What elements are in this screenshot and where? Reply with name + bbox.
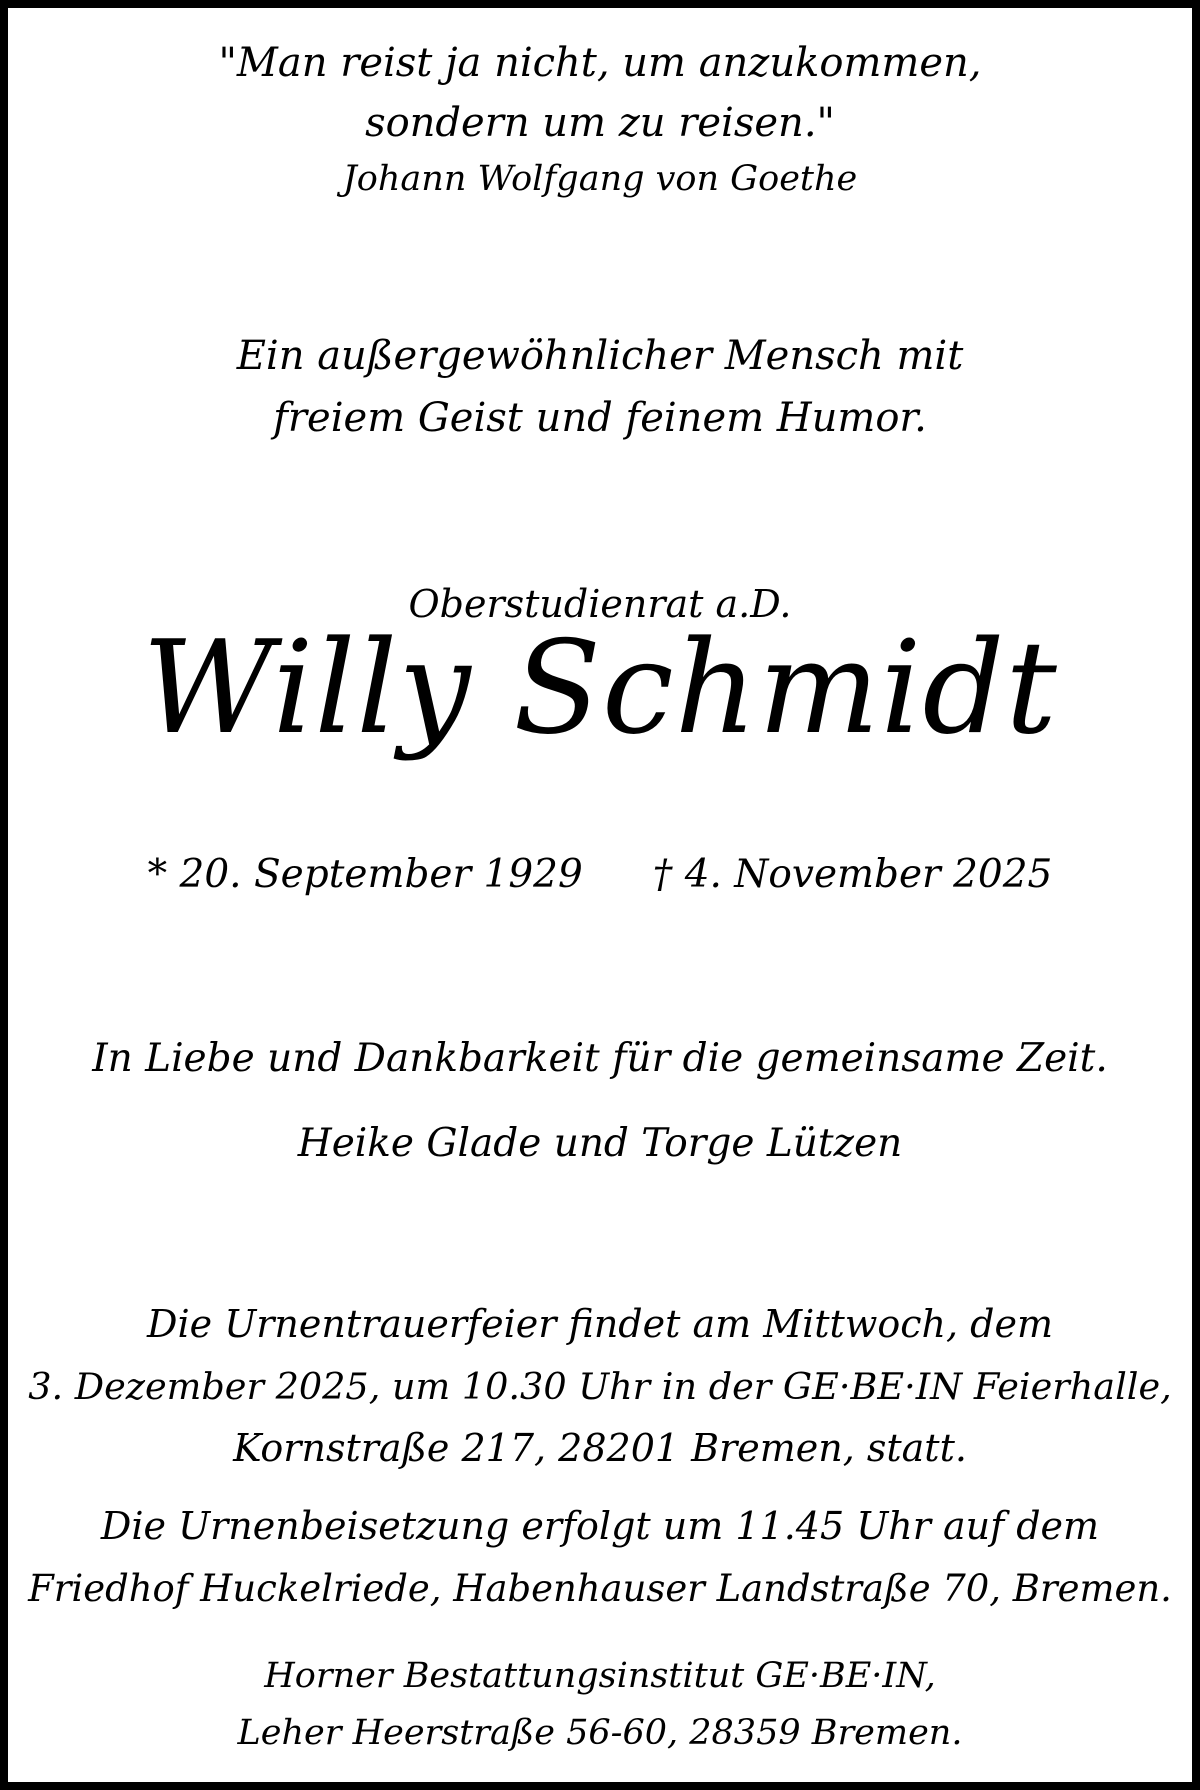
mourners-names: Heike Glade und Torge Lützen — [297, 1120, 903, 1166]
thanks-line: In Liebe und Dankbarkeit für die gemeinsame Zeit. — [92, 1035, 1108, 1081]
ceremony-line-3: Kornstraße 217, 28201 Bremen, statt. — [233, 1426, 967, 1470]
tribute-line-1: Ein außergewöhnlicher Mensch mit — [236, 333, 964, 379]
ceremony-line-1: Die Urnentrauerfeier findet am Mittwoch, dem — [147, 1302, 1053, 1346]
quote-author: Johann Wolfgang von Goethe — [342, 159, 858, 199]
death-date: † 4. November 2025 — [652, 851, 1053, 897]
ceremony-line-2: 3. Dezember 2025, um 10.30 Uhr in der GE·BE·IN Feierhalle, — [28, 1364, 1172, 1408]
deceased-name: Willy Schmidt — [142, 613, 1058, 763]
burial-line-2: Friedhof Huckelriede, Habenhauser Landstraße 70, Bremen. — [28, 1566, 1172, 1610]
deceased-title: Oberstudienrat a.D. — [408, 582, 792, 626]
undertaker-line-2: Leher Heerstraße 56-60, 28359 Bremen. — [237, 1713, 963, 1753]
birth-date: * 20. September 1929 — [147, 851, 583, 897]
tribute-line-2: freiem Geist und feinem Humor. — [273, 395, 927, 441]
quote-line-1: "Man reist ja nicht, um anzukommen, — [218, 40, 982, 86]
burial-line-1: Die Urnenbeisetzung erfolgt um 11.45 Uhr auf dem — [100, 1504, 1100, 1548]
quote-line-2: sondern um zu reisen." — [365, 100, 835, 146]
life-dates — [8, 852, 1192, 897]
undertaker-line-1: Horner Bestattungsinstitut GE·BE·IN, — [264, 1656, 936, 1696]
